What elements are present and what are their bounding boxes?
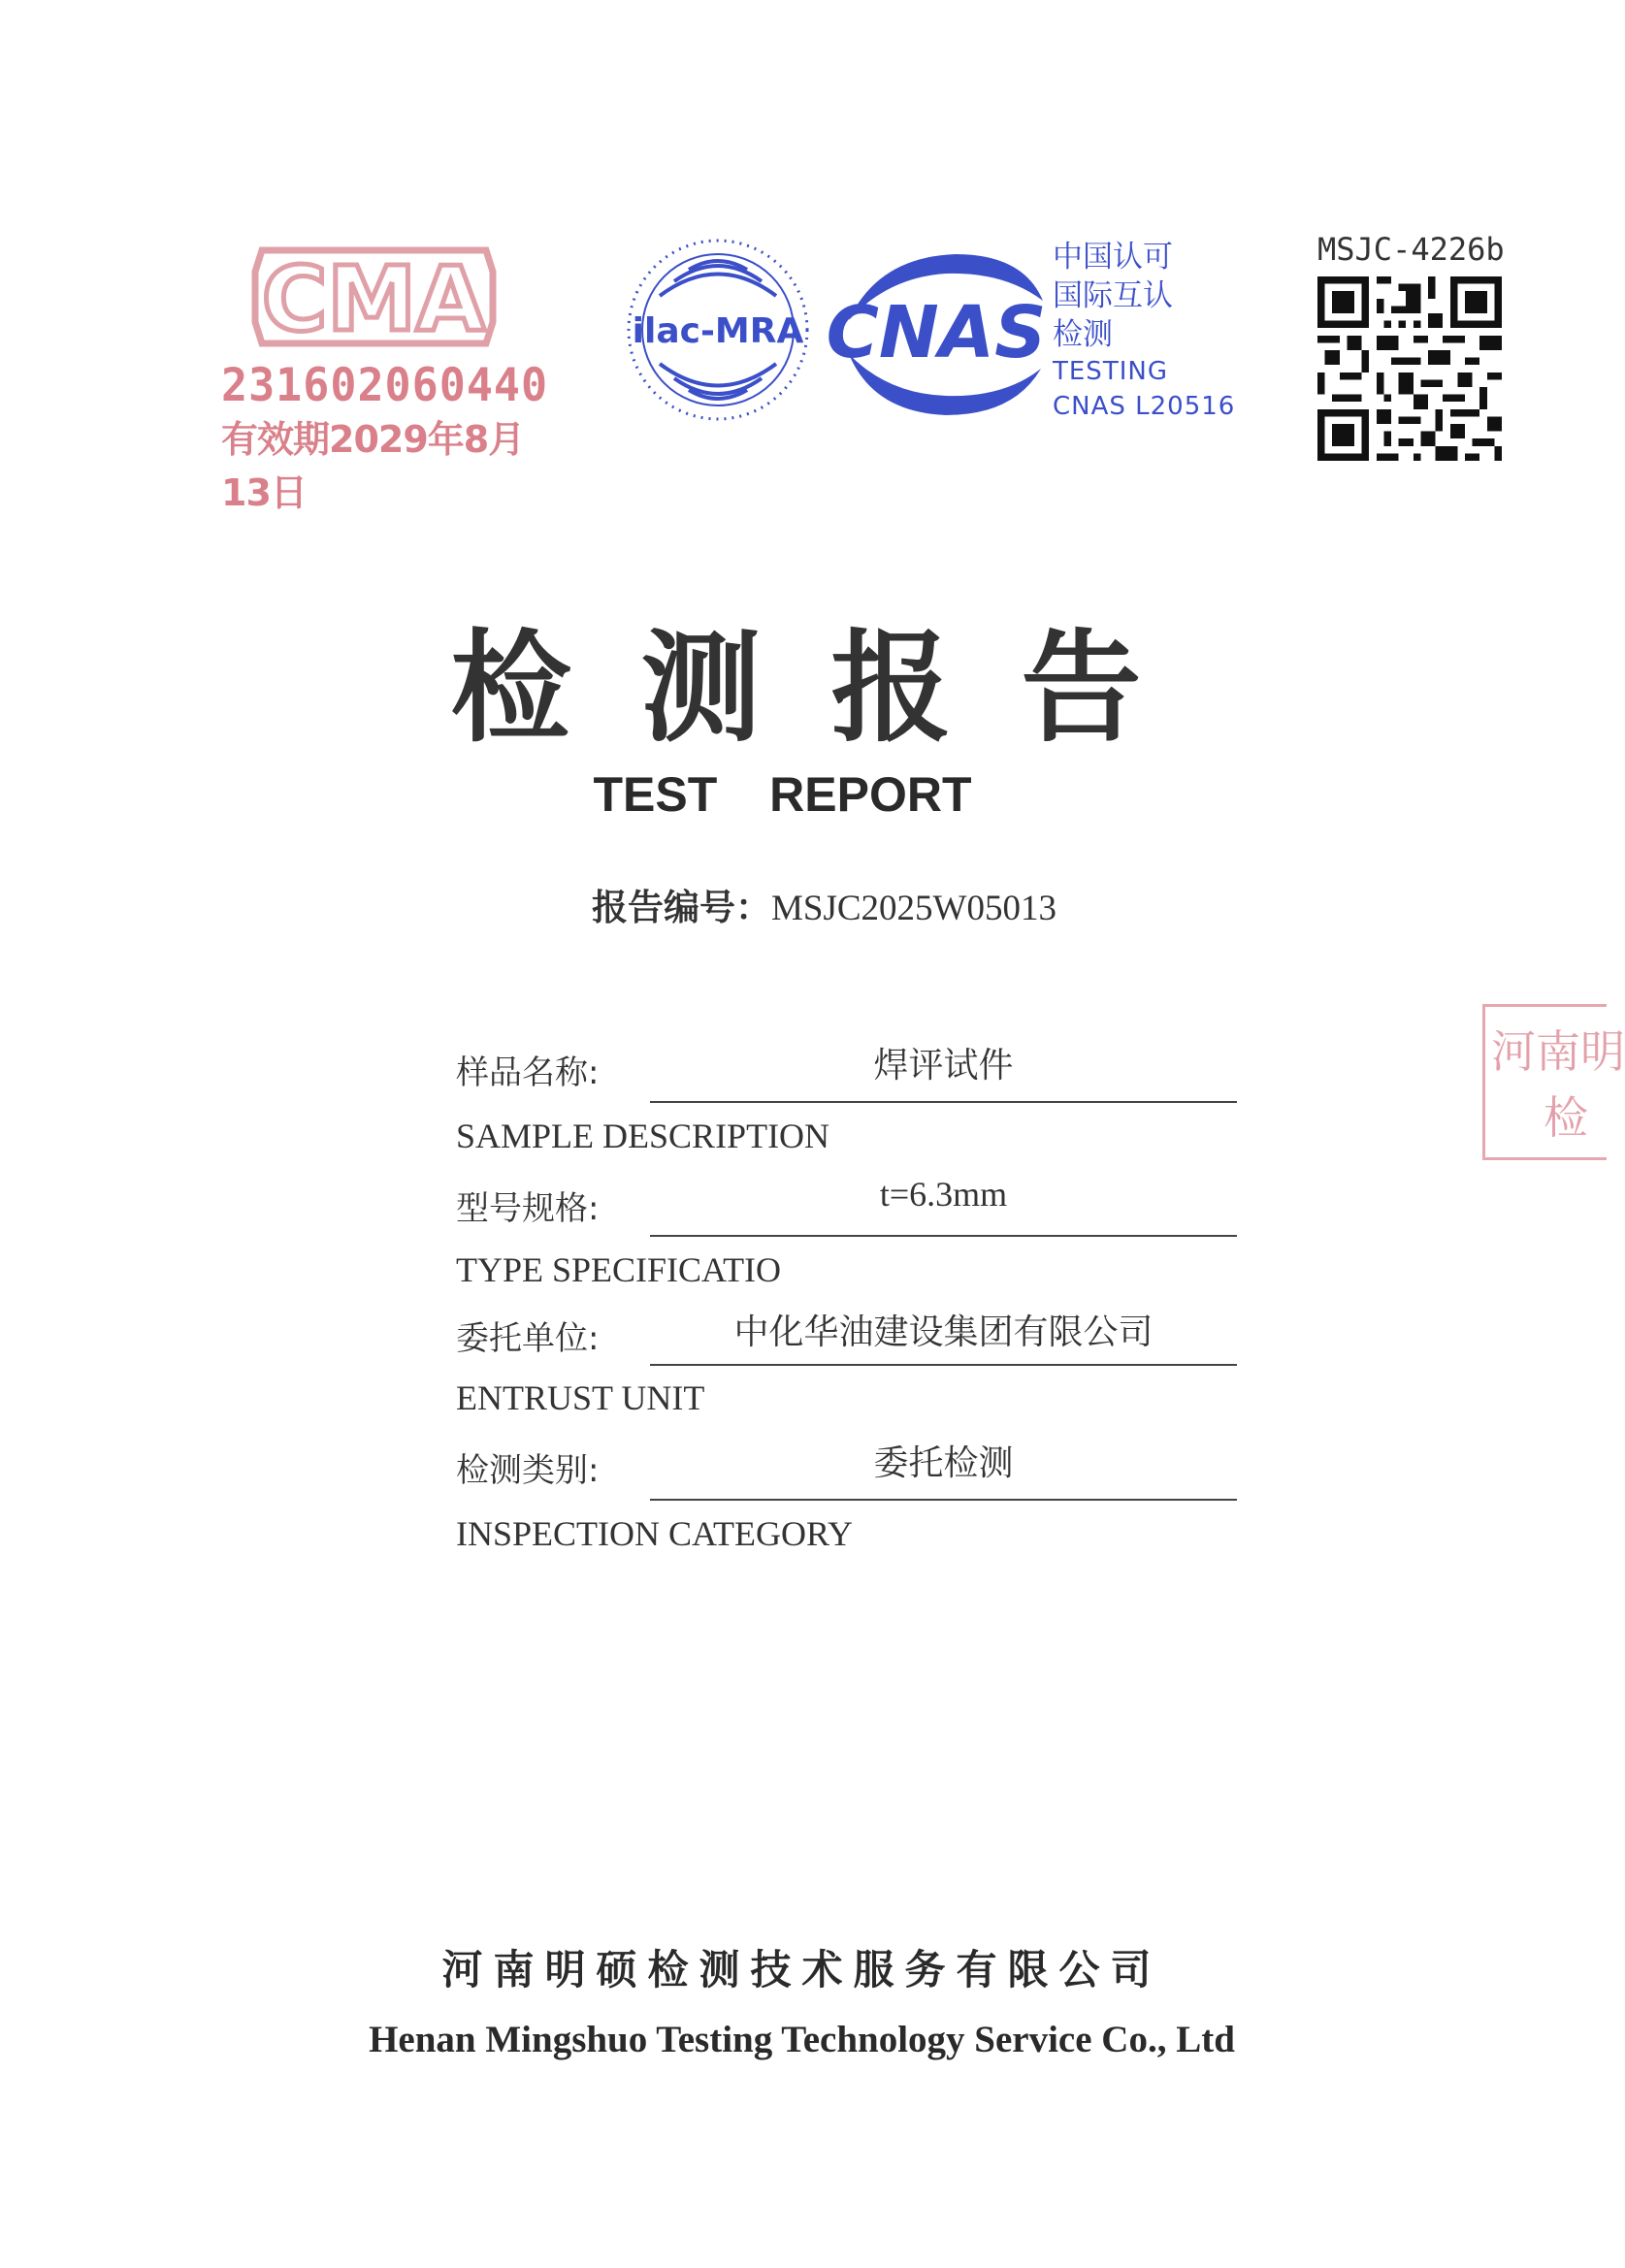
entrust-unit-value: 中化华油建设集团有限公司 bbox=[733, 1312, 1154, 1352]
cnas-line-5: CNAS L20516 bbox=[1053, 392, 1236, 421]
cma-stamp bbox=[221, 233, 549, 514]
cnas-line-1: 中国认可 bbox=[1053, 240, 1173, 275]
type-spec-underline bbox=[650, 1235, 1237, 1237]
cnas-line-4: TESTING bbox=[1053, 357, 1168, 386]
side-seal-stamp bbox=[1482, 1004, 1625, 1160]
entrust-unit-underline bbox=[650, 1364, 1237, 1366]
ilac-mra-logo-icon bbox=[621, 223, 815, 437]
cma-valid-date: 有效期2029年8月13日 bbox=[221, 418, 525, 514]
cnas-line-2: 国际互认 bbox=[1053, 278, 1173, 313]
report-number-label: 报告编号： bbox=[592, 887, 771, 928]
report-number-value: MSJC2025W05013 bbox=[771, 889, 1056, 928]
svg-text:CNAS: CNAS bbox=[826, 291, 1047, 374]
sample-name-underline bbox=[650, 1101, 1237, 1103]
inspection-category-value: 委托检测 bbox=[873, 1443, 1014, 1483]
report-number bbox=[592, 878, 1056, 930]
report-title-en: TEST REPORT bbox=[593, 767, 972, 822]
cnas-logo-icon bbox=[820, 243, 1053, 427]
qr-code-label: MSJC-4226b bbox=[1317, 231, 1505, 268]
entrust-unit-en-label: ENTRUST UNIT bbox=[456, 1378, 705, 1417]
cnas-line-3: 检测 bbox=[1053, 317, 1113, 352]
company-name-en: Henan Mingshuo Testing Technology Service Co., Ltd bbox=[369, 2019, 1235, 2060]
report-title-cn: 检测报告 bbox=[450, 618, 1212, 759]
inspection-category-en-label: INSPECTION CATEGORY bbox=[456, 1514, 854, 1553]
inspection-category-underline bbox=[650, 1499, 1237, 1501]
sample-name-value: 焊评试件 bbox=[873, 1046, 1014, 1085]
company-name-cn: 河南明硕检测技术服务有限公司 bbox=[441, 1946, 1162, 1993]
cnas-text-block bbox=[1053, 238, 1236, 424]
side-seal-line-2: 检 bbox=[1544, 1091, 1588, 1144]
inspection-category-label: 检测类别: bbox=[456, 1451, 600, 1490]
side-seal-line-1: 河南明 bbox=[1491, 1025, 1625, 1078]
cma-number: 231602060440 bbox=[221, 357, 549, 412]
type-spec-value: t=6.3mm bbox=[879, 1175, 1008, 1214]
cma-logo-icon bbox=[250, 243, 498, 351]
qr-code-icon[interactable] bbox=[1317, 276, 1502, 461]
svg-text:CMA: CMA bbox=[261, 247, 486, 351]
type-spec-label: 型号规格: bbox=[456, 1189, 600, 1228]
svg-text:ilac-MRA: ilac-MRA bbox=[632, 311, 804, 351]
entrust-unit-label: 委托单位: bbox=[456, 1319, 600, 1358]
type-specification-label: TYPE SPECIFICATIO bbox=[456, 1250, 782, 1289]
sample-description-label: SAMPLE DESCRIPTION bbox=[456, 1117, 830, 1155]
sample-name-label: 样品名称: bbox=[456, 1053, 600, 1092]
